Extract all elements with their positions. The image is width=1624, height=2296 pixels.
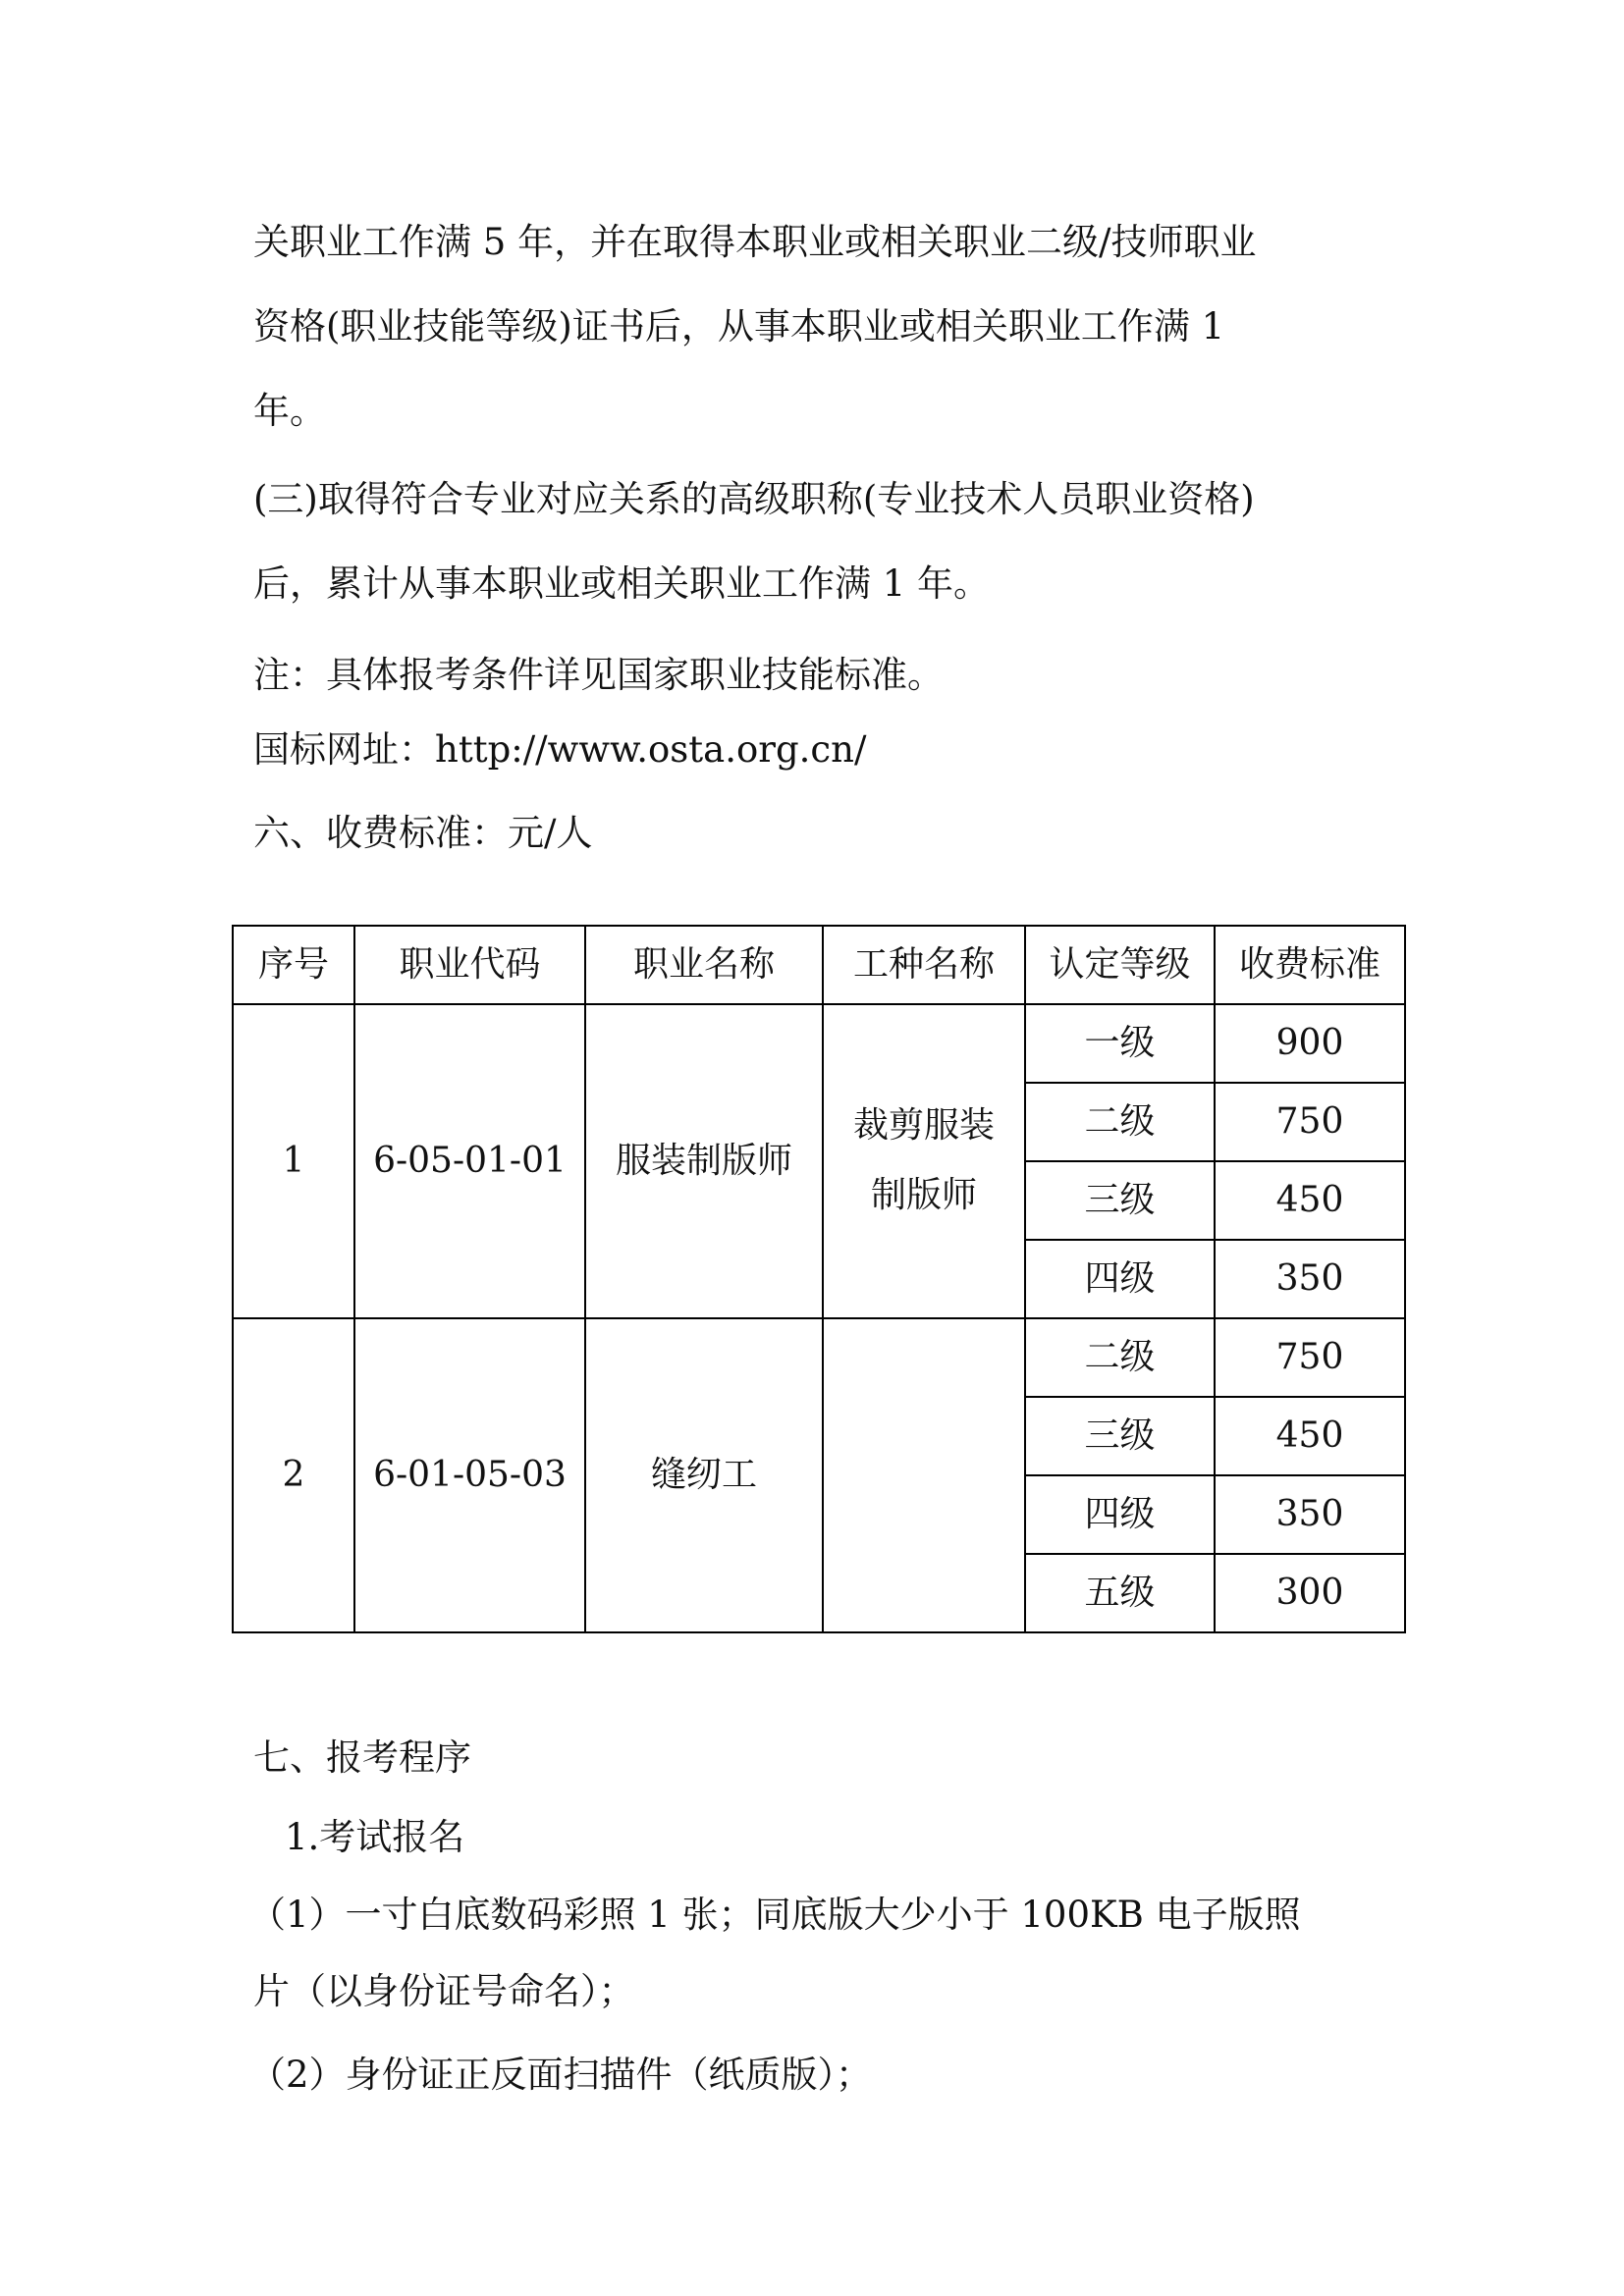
section-6-heading: 六、收费标准：元/人	[253, 812, 593, 854]
cell-level: 五级	[1025, 1554, 1215, 1632]
header-cell-no: 序号	[233, 926, 354, 1004]
cell-fee: 900	[1215, 1004, 1405, 1083]
text-line: （1）一寸白底数码彩照 1 张；同底版大少小于 100KB 电子版照	[249, 1894, 1301, 1936]
header-cell-occupation: 职业名称	[585, 926, 823, 1004]
cell-level: 三级	[1025, 1397, 1215, 1475]
cell-level: 四级	[1025, 1240, 1215, 1318]
cell-level: 二级	[1025, 1083, 1215, 1161]
cell-fee: 350	[1215, 1240, 1405, 1318]
cell-no: 2	[233, 1318, 354, 1632]
table-row	[233, 1318, 1405, 1397]
cell-no: 1	[233, 1004, 354, 1318]
header-cell-fee: 收费标准	[1215, 926, 1405, 1004]
step-1-heading: 1.考试报名	[285, 1816, 465, 1858]
cell-level: 一级	[1025, 1004, 1215, 1083]
paragraph-continuation-line-3: 年。	[253, 390, 326, 432]
item-3-line-1: (三)取得符合专业对应关系的高级职称(专业技术人员职业资格)	[253, 478, 1255, 520]
work-type-line-2: 制版师	[870, 1175, 977, 1215]
cell-level: 四级	[1025, 1475, 1215, 1554]
cell-fee: 350	[1215, 1475, 1405, 1554]
requirement-1-line-1	[249, 1894, 1394, 1936]
cell-work-type	[823, 1318, 1025, 1632]
header-cell-code: 职业代码	[354, 926, 585, 1004]
cell-code: 6-01-05-03	[354, 1318, 585, 1632]
paragraph-continuation-line-1	[253, 221, 1392, 263]
item-3-line-2: 后，累计从事本职业或相关职业工作满 1 年。	[253, 562, 991, 605]
cell-fee: 750	[1215, 1318, 1405, 1397]
text-line: 关职业工作满 5 年，并在取得本职业或相关职业二级/技师职业	[253, 221, 1257, 263]
website-line: 国标网址：http://www.osta.org.cn/	[253, 728, 867, 771]
note: 注：具体报考条件详见国家职业技能标准。	[253, 654, 944, 696]
requirement-1-line-2: 片（以身份证号命名）；	[253, 1970, 635, 2012]
header-cell-level: 认定等级	[1025, 926, 1215, 1004]
header-cell-work-type: 工种名称	[823, 926, 1025, 1004]
cell-level: 三级	[1025, 1161, 1215, 1240]
table-row	[233, 1004, 1405, 1083]
work-type-line-1: 裁剪服装	[852, 1105, 995, 1147]
fee-table	[232, 925, 1406, 1633]
text-line: 资格(职业技能等级)证书后，从事本职业或相关职业工作满 1	[253, 305, 1225, 347]
requirement-2: （2）身份证正反面扫描件（纸质版）；	[249, 2054, 873, 2096]
cell-occupation: 缝纫工	[585, 1318, 823, 1632]
section-7-heading: 七、报考程序	[253, 1736, 471, 1779]
paragraph-continuation-line-2	[253, 305, 1392, 347]
table-header-row	[233, 926, 1405, 1004]
cell-fee: 450	[1215, 1161, 1405, 1240]
cell-fee: 750	[1215, 1083, 1405, 1161]
cell-code: 6-05-01-01	[354, 1004, 585, 1318]
cell-fee: 300	[1215, 1554, 1405, 1632]
cell-fee: 450	[1215, 1397, 1405, 1475]
cell-level: 二级	[1025, 1318, 1215, 1397]
cell-occupation: 服装制版师	[585, 1004, 823, 1318]
cell-work-type	[823, 1004, 1025, 1318]
